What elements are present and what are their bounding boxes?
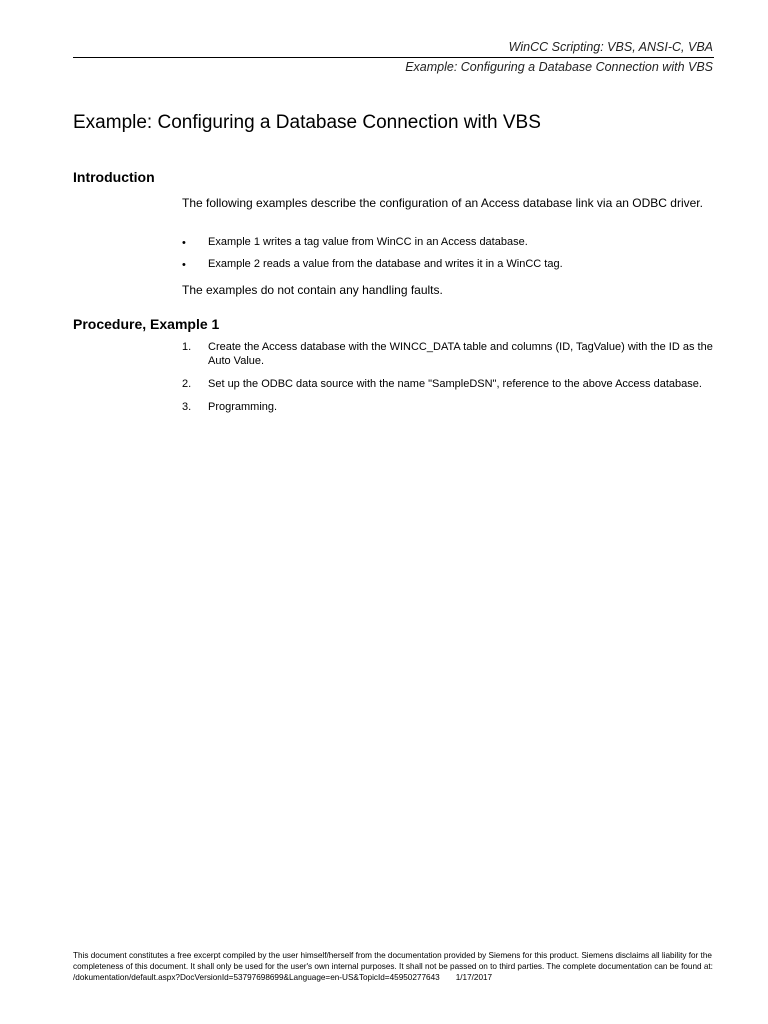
example-bullet-list — [182, 235, 717, 279]
bullet-icon: • — [182, 259, 186, 271]
closing-paragraph: The examples do not contain any handling faults. — [182, 283, 443, 297]
running-header-section-title: Example: Configuring a Database Connection with VBS — [405, 60, 713, 74]
bullet-text: Example 2 reads a value from the database and writes it in a WinCC tag. — [208, 258, 563, 270]
step-text: Programming. — [208, 401, 278, 413]
header-divider — [73, 57, 714, 58]
running-header-doc-title: WinCC Scripting: VBS, ANSI-C, VBA — [508, 40, 713, 54]
list-item — [182, 235, 717, 249]
list-item — [182, 377, 717, 391]
introduction-heading: Introduction — [73, 169, 155, 185]
step-text: Set up the ODBC data source with the name "SampleDSN", reference to the above Access database. — [208, 378, 702, 390]
footer-disclaimer — [73, 950, 718, 983]
footer-url: /dokumentation/default.aspx?DocVersionId=53797698699&Language=en-US&TopicId=45950277643 — [73, 973, 440, 982]
list-item — [182, 257, 717, 271]
procedure-step-list — [182, 340, 717, 423]
procedure-heading: Procedure, Example 1 — [73, 316, 220, 332]
list-item — [182, 340, 717, 368]
footer-disclaimer-text: This document constitutes a free excerpt compiled by the user himself/herself from the documentation provided by Siemens for this product. Siemens disclaims all liability for the completeness of this document. It shall only be used for the user's own internal purposes. It shall not be passed on to third parties. The complete documentation can be found at: — [73, 951, 713, 971]
step-text: Create the Access database with the WINCC_DATA table and columns (ID, TagValue) with the ID as the Auto Value. — [208, 341, 713, 367]
step-number: 2. — [182, 378, 192, 390]
bullet-icon: • — [182, 237, 186, 249]
step-number: 3. — [182, 401, 192, 413]
introduction-paragraph: The following examples describe the configuration of an Access database link via an ODBC driver. — [182, 196, 703, 210]
list-item — [182, 400, 717, 414]
step-number: 1. — [182, 341, 192, 353]
page-title: Example: Configuring a Database Connection with VBS — [73, 112, 541, 133]
bullet-text: Example 1 writes a tag value from WinCC in an Access database. — [208, 236, 528, 248]
footer-date: 1/17/2017 — [455, 973, 493, 982]
